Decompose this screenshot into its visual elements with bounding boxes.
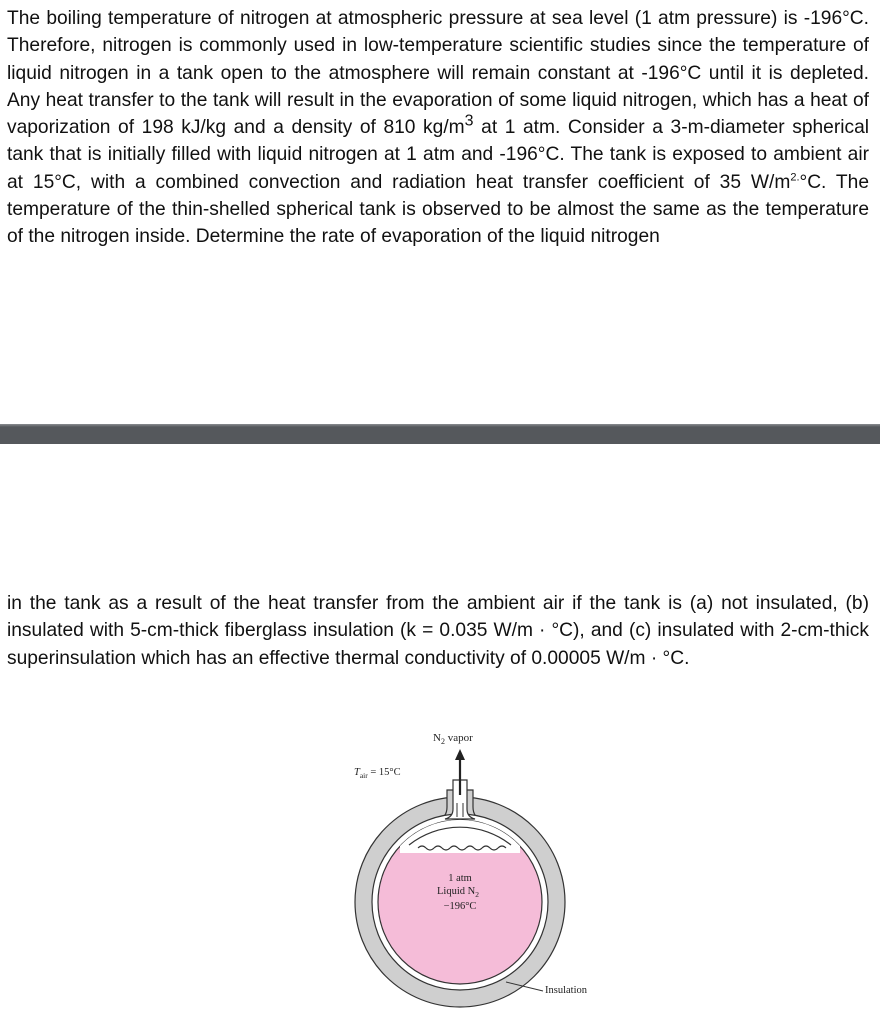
liquid-temperature-label: −196°C xyxy=(443,901,477,912)
vapor-arrow-head xyxy=(455,749,465,760)
tank-diagram xyxy=(300,725,620,1015)
air-temperature-label: $T_{air} = 15^\circ C$ xyxy=(354,767,401,780)
problem-statement-part-2: in the tank as a result of the heat transfer from the ambient air if the tank is (a) not insulated, (b) insulated with 5-cm-thick fiberglass insulation (k = 0.035 W/m · °C), and (c) insulated with 2-cm-thick superinsulation which has an effective thermal conductivity of 0.00005 W/m · °C. xyxy=(7,593,869,669)
vapor-label: $N_2$ vapor xyxy=(433,732,473,746)
problem-statement-part-1: The boiling temperature of nitrogen at atmospheric pressure at sea level (1 atm pressure) is -196°C. Therefore, nitrogen is commonly used in low-temperature scientific studies since the temperature of liquid nitrogen in a tank open to the atmosphere will remain constant at -196°C until it is depleted. Any heat transfer to the tank will result in the evaporation of some liquid nitrogen, which has a heat of vaporization of 198 kJ/kg and a density of 810 $kg/m^3$ at 1 atm. Consider a 3-m-diameter spherical tank that is initially filled with liquid nitrogen at 1 atm and -196°C. The tank is exposed to ambient air at 15°C, with a combined convection and radiation heat transfer coefficient of 35 $W/m^{2.}^\circ C$. The temperature of the thin-shelled spherical tank is observed to be almost the same as the temperature of the nitrogen inside. Determine the rate of evaporation of the liquid nitrogen xyxy=(7,8,870,248)
insulation-label: Insulation xyxy=(545,985,587,996)
page-divider xyxy=(0,424,880,444)
liquid-pressure-label: 1 atm xyxy=(448,873,472,884)
liquid-name-label: Liquid $N_2$ xyxy=(437,886,479,899)
spherical-tank-figure xyxy=(300,725,620,1015)
